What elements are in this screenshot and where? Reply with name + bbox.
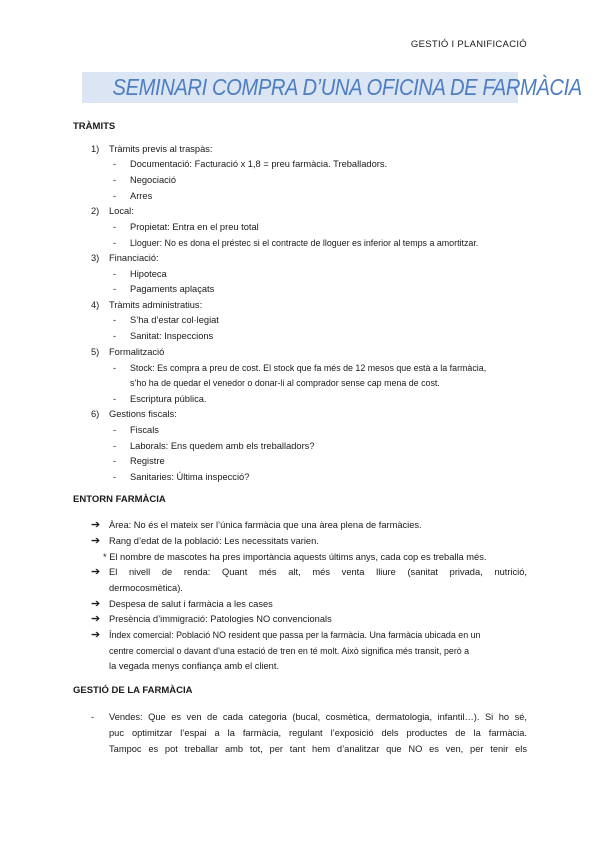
arrow-bullet-icon: ➔	[91, 629, 101, 641]
sub-item: Arres	[130, 191, 153, 201]
gestio-item: Vendes: Que es ven de cada categoria (bucal, cosmètica, dermatologia, infantil…). Si ho sé,	[109, 712, 527, 722]
document-title: SEMINARI COMPRA D’UNA OFICINA DE FARMÀCIA	[112, 74, 582, 100]
entorn-item-continuation: centre comercial o davant d’una estació de tren en té molt. Això significa més transit, però a	[109, 646, 470, 656]
entorn-item-continuation: la vegada menys confiança amb el client.	[109, 661, 280, 671]
list-number: 4)	[91, 300, 100, 310]
sub-item: Sanitat: Inspeccions	[130, 331, 214, 341]
sub-item: Documentació: Facturació x 1,8 = preu farmàcia. Treballadors.	[130, 159, 388, 169]
entorn-item: Despesa de salut i farmàcia a les cases	[109, 599, 273, 609]
entorn-item: Àrea: No és el mateix ser l’única farmàcia que una àrea plena de farmàcies.	[109, 520, 422, 530]
list-number: 5)	[91, 347, 100, 357]
section-heading-gestio: GESTIÓ DE LA FARMÀCIA	[73, 685, 193, 696]
section-heading-tramits: TRÀMITS	[73, 121, 116, 132]
sub-item: Registre	[130, 456, 165, 466]
list-number: 6)	[91, 409, 100, 419]
arrow-bullet-icon: ➔	[91, 535, 101, 547]
dash-bullet: -	[113, 441, 117, 451]
gestio-item-continuation: puc optimitzar l’espai a la farmàcia, regulant l’exposició dels productes de la farmàcia.	[109, 728, 527, 738]
dash-bullet: -	[113, 456, 117, 466]
list-item-label: Local:	[109, 206, 134, 216]
sub-item: Hipoteca	[130, 269, 167, 279]
entorn-item: Presència d’immigració: Patologies NO convencionals	[109, 614, 332, 624]
sub-item: Lloguer: No es dona el préstec si el contracte de lloguer es inferior al temps a amortitzar.	[130, 238, 479, 248]
dash-bullet: -	[113, 284, 117, 294]
entorn-item: El nivell de renda: Quant més alt, més venta lliure (sanitat privada, nutrició,	[109, 567, 527, 577]
arrow-bullet-icon: ➔	[91, 598, 101, 610]
dash-bullet: -	[113, 222, 117, 232]
sub-item: S’ha d’estar col·legiat	[130, 315, 219, 325]
dash-bullet: -	[113, 472, 117, 482]
arrow-bullet-icon: ➔	[91, 613, 101, 625]
dash-bullet: -	[113, 269, 117, 279]
dash-bullet: -	[113, 191, 117, 201]
header-label: GESTIÓ I PLANIFICACIÓ	[410, 39, 527, 50]
sub-item: Sanitaries: Última inspecció?	[130, 472, 250, 482]
list-number: 2)	[91, 206, 100, 216]
list-item-label: Tràmits administratius:	[109, 300, 203, 310]
sub-item: Laborals: Ens quedem amb els treballadors?	[130, 441, 315, 451]
list-item-label: Gestions fiscals:	[109, 409, 177, 419]
entorn-note: * El nombre de mascotes ha pres importància aquests últims anys, cada cop es treballa més.	[103, 552, 487, 562]
dash-bullet: -	[113, 238, 117, 248]
sub-item: Negociació	[130, 175, 176, 185]
sub-item: Escriptura pública.	[130, 394, 207, 404]
sub-item: Fiscals	[130, 425, 159, 435]
dash-bullet: -	[113, 425, 117, 435]
entorn-item: Rang d’edat de la població: Les necessitats varien.	[109, 536, 319, 546]
dash-bullet: -	[113, 394, 117, 404]
dash-bullet: -	[91, 712, 95, 722]
dash-bullet: -	[113, 315, 117, 325]
dash-bullet: -	[113, 363, 117, 373]
gestio-item-continuation: Tampoc es pot treballar amb tot, per tant hem d’analitzar que NO es ven, per tenir els	[109, 744, 527, 754]
arrow-bullet-icon: ➔	[91, 566, 101, 578]
entorn-item: Índex comercial: Població NO resident que passa per la farmàcia. Una farmàcia ubicada en un	[109, 630, 481, 640]
dash-bullet: -	[113, 331, 117, 341]
section-heading-entorn: ENTORN FARMÀCIA	[73, 494, 166, 505]
list-item-label: Formalització	[109, 347, 165, 357]
sub-item: Stock: Es compra a preu de cost. El stock que fa més de 12 mesos que està a la farmàcia,	[130, 363, 487, 373]
list-item-label: Financiació:	[109, 253, 159, 263]
entorn-item-continuation: dermocosmètica).	[109, 583, 183, 593]
list-number: 3)	[91, 253, 100, 263]
sub-item: Propietat: Entra en el preu total	[130, 222, 259, 232]
dash-bullet: -	[113, 175, 117, 185]
list-item-label: Tràmits previs al traspàs:	[109, 144, 213, 154]
arrow-bullet-icon: ➔	[91, 519, 101, 531]
sub-item-continuation: s’ho ha de quedar el venedor o donar-li al comprador sense cap mena de cost.	[130, 378, 440, 388]
dash-bullet: -	[113, 159, 117, 169]
sub-item: Pagaments aplaçats	[130, 284, 215, 294]
list-number: 1)	[91, 144, 100, 154]
